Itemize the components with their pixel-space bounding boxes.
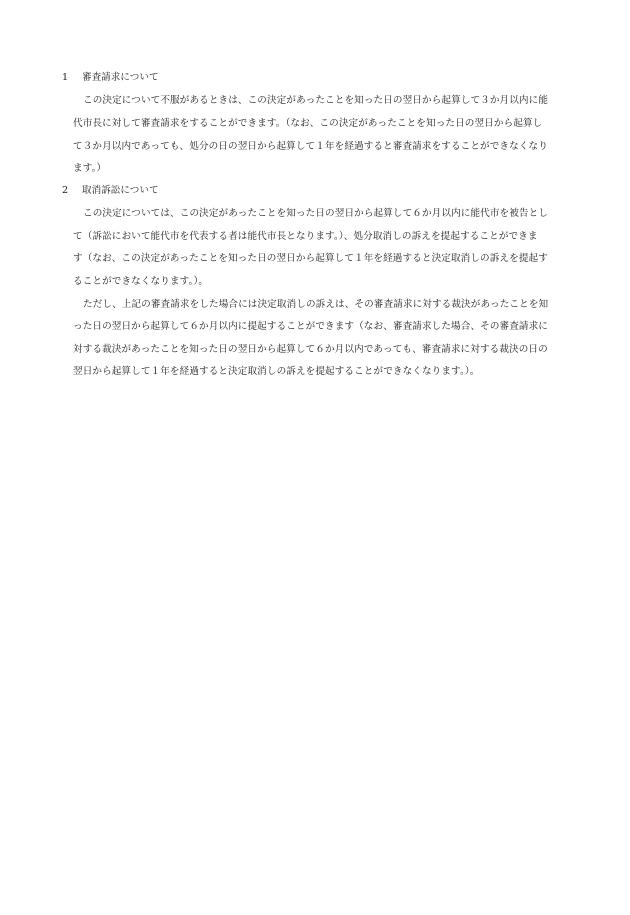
section-2-number: 2 — [62, 185, 69, 196]
section-2-p2-line-3: 対する裁決があったことを知った日の翌日から起算して６か月以内であっても、審査請求に対する裁決の日の — [73, 344, 548, 355]
section-2-p1-line-2: て（訴訟において能代市を代表する者は能代市長となります。）、処分取消しの訴えを提起することができま — [73, 231, 538, 242]
section-2-heading — [62, 184, 159, 198]
section-1-line-4: ます。） — [73, 163, 107, 174]
section-1-title: 審査請求について — [82, 72, 159, 83]
section-2-p1-line-4: ることができなくなります。）。 — [73, 276, 209, 287]
section-2-p1-line-3: す（なお、この決定があったことを知った日の翌日から起算して１年を経過すると決定取消しの訴えを提起す — [73, 253, 548, 264]
section-2-p2-line-4: 翌日から起算して１年を経過すると決定取消しの訴えを提起することができなくなります。）。 — [73, 366, 480, 377]
section-1-number: 1 — [62, 72, 69, 83]
section-1-heading — [62, 71, 159, 85]
section-2-p1-line-1: この決定については、この決定があったことを知った日の翌日から起算して６か月以内に能代市を被告とし — [83, 208, 549, 219]
section-1-line-3: て３か月以内であっても、処分の日の翌日から起算して１年を経過すると審査請求をすることができなくなり — [73, 141, 548, 152]
section-1-line-2: 代市長に対して審査請求をすることができます。（なお、この決定があったことを知った日の翌日から起算し — [73, 118, 543, 129]
section-2-p2-line-2: った日の翌日から起算して６か月以内に提起することができます（なお、審査請求した場合、その審査請求に — [73, 321, 548, 332]
section-2-title: 取消訴訟について — [82, 185, 159, 196]
section-2-p2-line-1: ただし、上記の審査請求をした場合には決定取消しの訴えは、その審査請求に対する裁決があったことを知 — [83, 299, 549, 310]
section-1-line-1: この決定について不服があるときは、この決定があったことを知った日の翌日から起算して３か月以内に能 — [83, 95, 549, 106]
